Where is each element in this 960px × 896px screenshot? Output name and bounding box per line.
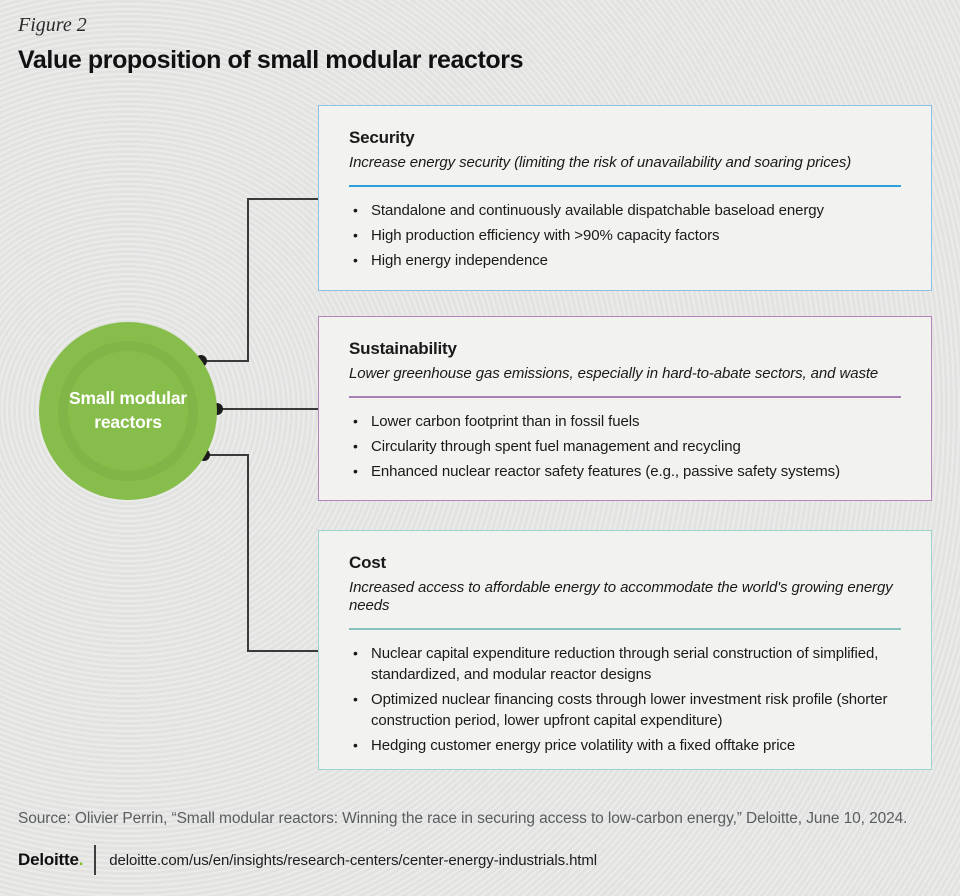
card-security-subtitle: Increase energy security (limiting the risk of unavailability and soaring prices) [349,154,852,171]
hub-label-line2: reactors [94,412,162,432]
figure-label: Figure 2 [18,14,87,36]
card-security [318,105,932,291]
card-security-rule [349,185,901,187]
card-cost-rule [349,628,901,630]
bullet-item: • Optimized nuclear financing costs through lower investment risk profile (shorter construction period, lower upfront capital expenditure) [349,689,901,731]
connector-security [201,199,318,361]
card-sustainability [318,316,932,501]
card-sustainability-bullet-list [349,411,901,482]
connector-cost [204,455,319,651]
card-sustainability-subtitle: Lower greenhouse gas emissions, especially in hard-to-abate sectors, and waste [349,365,879,382]
card-sustainability-rule [349,396,901,398]
card-sustainability-title: Sustainability [349,339,457,358]
bullet-item: • Enhanced nuclear reactor safety features (e.g., passive safety systems) [349,461,901,482]
bullet-item: • Standalone and continuously available dispatchable baseload energy [349,200,901,221]
card-security-bullet-list [349,200,901,271]
bullet-item: • Circularity through spent fuel management and recycling [349,436,901,457]
hub-label-line1: Small modular [69,388,187,409]
deloitte-logo [18,850,83,870]
footer-divider [94,845,96,875]
bullet-item: • Nuclear capital expenditure reduction through serial construction of simplified, standardized, and modular reactor designs [349,643,901,685]
deloitte-logo-period: . [78,850,84,869]
deloitte-logo-text: Deloitte [18,850,79,869]
bullet-item: • High production efficiency with >90% capacity factors [349,225,901,246]
card-cost-bullet-list [349,643,901,756]
hub-circle-small-modular-reactors [39,322,217,500]
footer [18,844,597,876]
bullet-item: • Lower carbon footprint than in fossil fuels [349,411,901,432]
card-security-title: Security [349,128,415,147]
footer-url-link[interactable]: deloitte.com/us/en/insights/research-centers/center-energy-industrials.html [109,851,598,869]
page-title: Value proposition of small modular reactors [18,46,524,74]
bullet-item: • High energy independence [349,250,901,271]
card-cost-subtitle: Increased access to affordable energy to accommodate the world's growing energy needs [349,579,893,614]
source-citation: Source: Olivier Perrin, “Small modular reactors: Winning the race in securing access to low-carbon energy,” Deloitte, June 10, 2024. [18,810,908,827]
card-cost [318,530,932,770]
card-cost-title: Cost [349,553,386,572]
bullet-item: • Hedging customer energy price volatility with a fixed offtake price [349,735,901,756]
hub-label [69,387,187,434]
